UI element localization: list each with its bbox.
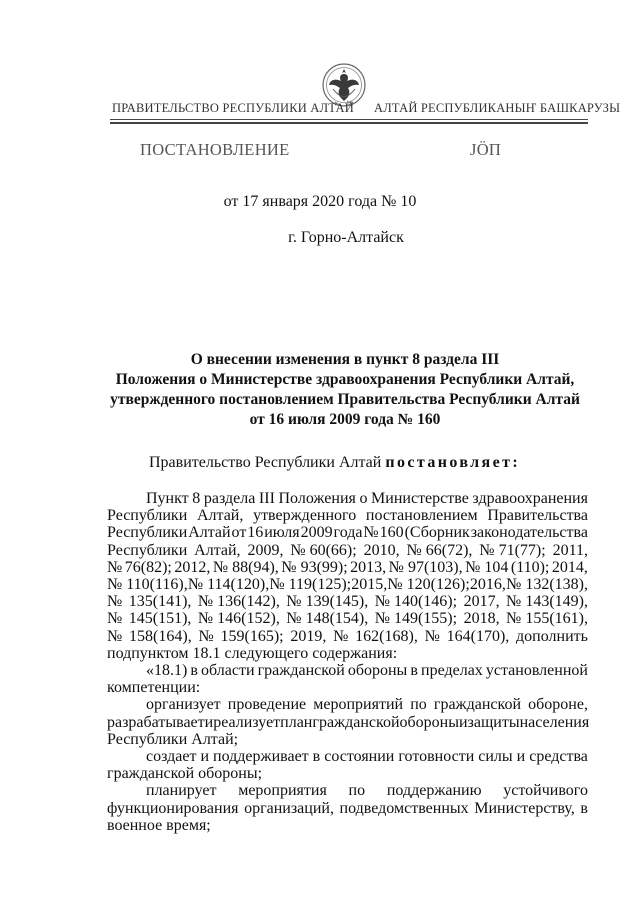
word: по xyxy=(348,782,366,800)
justified-line xyxy=(107,628,588,645)
title-line: от 16 июля 2009 года № 160 xyxy=(249,411,441,428)
word: населения xyxy=(519,713,590,731)
word: гражданской xyxy=(312,713,400,731)
word: № xyxy=(107,558,123,576)
word: план xyxy=(280,713,313,731)
word: в xyxy=(190,662,198,680)
org-name-altai: АЛТАЙ РЕСПУБЛИКАНЫҤ БАШКАРУЗЫ xyxy=(374,101,621,115)
word: реализует xyxy=(213,713,281,731)
word: Республики xyxy=(107,524,188,542)
word: подведомственных xyxy=(339,799,469,817)
word: мероприятия xyxy=(238,782,327,800)
word: 8 xyxy=(192,490,201,507)
word: № 71(77); xyxy=(479,541,546,559)
word: организует xyxy=(146,696,221,714)
word: готовности xyxy=(398,748,475,766)
word: 2009, xyxy=(247,541,284,559)
justified-line xyxy=(107,748,588,765)
word: установленной xyxy=(485,662,588,680)
word: № 93(99); xyxy=(281,558,348,576)
word: проведение xyxy=(227,696,307,714)
resolution-subject: Правительство Республики Алтай xyxy=(149,454,382,471)
doc-type-russian: ПОСТАНОВЛЕНИЕ xyxy=(140,140,290,159)
word: № 139(145), xyxy=(286,593,369,611)
word: функционирования xyxy=(107,799,239,817)
word: мероприятий xyxy=(313,696,404,714)
word: 2009 xyxy=(300,524,333,542)
word: в xyxy=(580,799,588,817)
word: № xyxy=(107,593,123,611)
paragraph-line: подпунктом 18.1 следующего содержания: xyxy=(107,644,398,662)
word: № xyxy=(198,627,214,645)
paragraph-subclause xyxy=(107,662,588,679)
word: Алтай xyxy=(188,524,231,542)
document-title xyxy=(100,350,590,430)
word: № 143(149), xyxy=(506,593,588,611)
word: поддерживает xyxy=(213,748,309,766)
word: 2014, xyxy=(551,558,588,576)
word: № 114(120), xyxy=(187,576,270,594)
header-rule-double xyxy=(110,122,588,124)
doc-type-altai: ЈÖП xyxy=(470,140,502,159)
justified-line xyxy=(107,696,588,713)
justified-line xyxy=(107,782,588,799)
word: раздела xyxy=(203,490,256,507)
word: III xyxy=(258,490,275,507)
word: защиты xyxy=(467,713,520,731)
word: создает xyxy=(146,748,197,766)
title-line: утвержденного постановлением Правительства Республики Алтай xyxy=(110,391,580,408)
word: № 110(116), xyxy=(107,576,188,594)
paragraph-line: гражданской обороны; xyxy=(107,765,263,783)
word: 2017, xyxy=(463,593,500,611)
word: 164(170), xyxy=(446,627,510,645)
document-city: г. Горно-Алтайск xyxy=(288,229,404,246)
word: 158(164), xyxy=(129,627,192,645)
word: 135(141), xyxy=(128,593,192,611)
word: гражданской xyxy=(257,662,345,680)
word: дополнить xyxy=(516,627,588,645)
word: и xyxy=(516,748,526,766)
word: и xyxy=(200,748,210,766)
justified-line xyxy=(107,507,588,524)
document-date: от 17 января 2020 года № 10 xyxy=(223,193,417,210)
justified-line xyxy=(107,576,588,593)
word: в xyxy=(410,662,418,680)
word: 2010, xyxy=(363,541,400,559)
word: здравоохранения xyxy=(472,490,588,507)
word: устойчивого xyxy=(503,782,588,800)
word: № xyxy=(107,610,123,628)
word: 2013, xyxy=(350,558,387,576)
word: года xyxy=(333,524,363,542)
paragraph-line: военное время; xyxy=(107,816,211,834)
word: № 104 xyxy=(465,558,509,576)
word: Республики xyxy=(107,541,188,559)
word: поддержанию xyxy=(386,782,482,800)
word: от xyxy=(231,524,247,542)
word: Положения xyxy=(278,490,356,507)
resolution-verb: постановляет: xyxy=(385,454,521,471)
word: организаций, xyxy=(244,799,334,817)
word: № 136(142), xyxy=(197,593,280,611)
paragraph-line: компетенции: xyxy=(107,679,201,697)
word: № 148(154), xyxy=(286,610,369,628)
paragraph-line: Республики Алтай; xyxy=(107,730,239,748)
word: средства xyxy=(529,748,588,766)
word: разрабатывает xyxy=(107,713,205,731)
word: и xyxy=(204,713,214,731)
word: № xyxy=(424,627,440,645)
word: пределах xyxy=(421,662,483,680)
word: 160 xyxy=(379,524,404,542)
word: (110); xyxy=(510,558,550,576)
word: о xyxy=(359,490,368,507)
title-line: Положения о Министерстве здравоохранения Республики Алтай, xyxy=(115,371,575,388)
header-rule xyxy=(110,119,588,120)
document-body xyxy=(107,490,588,834)
word: № xyxy=(333,627,349,645)
word: 162(168), xyxy=(355,627,418,645)
word: постановлением xyxy=(365,507,478,525)
word: № 149(155); xyxy=(374,610,458,628)
justified-line xyxy=(107,662,588,679)
justified-line xyxy=(107,610,588,627)
word: 16 xyxy=(247,524,264,542)
word: Пункт xyxy=(146,490,189,507)
word: июля xyxy=(264,524,300,542)
word: (Сборник xyxy=(404,524,470,542)
word: № 132(138), xyxy=(506,576,588,594)
word: 76(82); xyxy=(124,558,172,576)
word: № 140(146); xyxy=(374,593,458,611)
word: 159(165); xyxy=(220,627,284,645)
word: № 88(94), xyxy=(212,558,279,576)
word: 2011, xyxy=(552,541,588,559)
word: Министерстве xyxy=(371,490,469,507)
word: 2015, xyxy=(351,576,388,594)
word: «18.1) xyxy=(146,662,188,680)
word: утвержденного xyxy=(253,507,357,525)
title-line: О внесении изменения в пункт 8 раздела III xyxy=(190,351,500,368)
word: № 120(126); xyxy=(387,576,470,594)
word: № 119(125); xyxy=(269,576,352,594)
word: № xyxy=(363,524,379,542)
word: 2012, xyxy=(174,558,211,576)
paragraph-civil-defense-plan xyxy=(107,696,588,730)
word: обороны xyxy=(399,713,459,731)
word: силы xyxy=(478,748,513,766)
word: Министерству, xyxy=(474,799,575,817)
word: Алтай, xyxy=(194,541,241,559)
word: № 155(161), xyxy=(506,610,588,628)
word: обороне, xyxy=(528,696,588,714)
word: и xyxy=(458,713,468,731)
org-name-russian: ПРАВИТЕЛЬСТВО РЕСПУБЛИКИ АЛТАЙ xyxy=(112,101,354,115)
word: гражданской xyxy=(433,696,522,714)
paragraph-amendment xyxy=(107,490,588,645)
justified-line xyxy=(107,524,588,541)
word: Республики xyxy=(107,507,188,525)
resolution-clause xyxy=(149,454,520,472)
word: в xyxy=(312,748,321,766)
word: Правительства xyxy=(487,507,588,525)
justified-line xyxy=(107,593,588,610)
paragraph-stability xyxy=(107,782,588,816)
word: планирует xyxy=(146,782,217,800)
justified-line xyxy=(107,542,588,559)
word: Алтай, xyxy=(196,507,244,525)
word: № 97(103), xyxy=(388,558,463,576)
justified-line xyxy=(107,714,588,731)
justified-line xyxy=(107,800,588,817)
word: № 66(72), xyxy=(406,541,473,559)
word: 2018, xyxy=(463,610,500,628)
word: 145(151), xyxy=(128,610,192,628)
word: по xyxy=(410,696,427,714)
justified-line xyxy=(107,559,588,576)
word: 2019, xyxy=(290,627,327,645)
justified-line xyxy=(107,490,588,507)
word: № xyxy=(107,627,123,645)
word: № 60(66); xyxy=(290,541,357,559)
word: состоянии xyxy=(324,748,395,766)
word: законодательства xyxy=(470,524,588,542)
word: 2016, xyxy=(469,576,506,594)
word: области xyxy=(201,662,255,680)
word: № 146(152), xyxy=(197,610,280,628)
paragraph-readiness xyxy=(107,748,588,765)
word: обороны xyxy=(347,662,408,680)
